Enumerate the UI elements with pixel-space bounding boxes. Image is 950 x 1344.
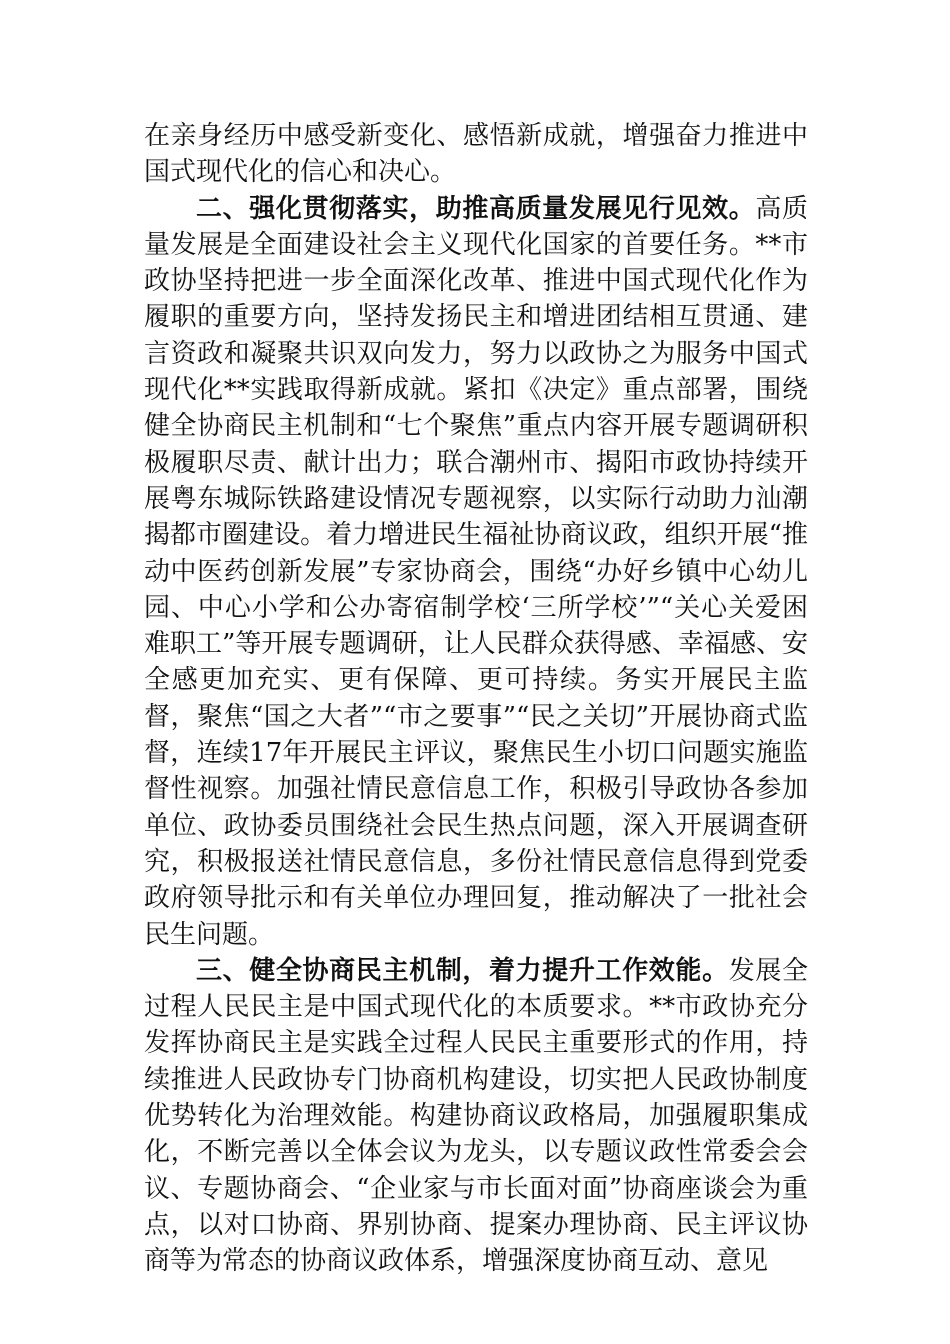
document-body <box>144 118 808 1280</box>
paragraph-text: 在亲身经历中感受新变化、感悟新成就，增强奋力推进中国式现代化的信心和决心。 <box>144 121 808 188</box>
paragraph-text: 高质量发展是全面建设社会主义现代化国家的首要任务。**市政协坚持把进一步全面深化改革、推进中国式现代化作为履职的重要方向，坚持发扬民主和增进团结相互贯通、建言资政和凝聚共识双向发力，努力以政协之为服务中国式现代化**实践取得新成就。紧扣《决定》重点部署，围绕健全协商民主机制和“七个聚焦”重点内容开展专题调研积极履职尽责、献计出力；联合潮州市、揭阳市政协持续开展粤东城际铁路建设情况专题视察，以实际行动助力汕潮揭都市圈建设。着力增进民生福祉协商议政，组织开展“推动中医药创新发展”专家协商会，围绕“办好乡镇中心幼儿园、中心小学和公办寄宿制学校‘三所学校’”“关心关爱困难职工”等开展专题调研，让人民群众获得感、幸福感、安全感更加充实、更有保障、更可持续。务实开展民主监督，聚焦“国之大者”“市之要事”“民之关切”开展协商式监督，连续17年开展民主评议，聚焦民生小切口问题实施监督性视察。加强社情民意信息工作，积极引导政协各参加单位、政协委员围绕社会民生热点问题，深入开展调查研究，积极报送社情民意信息，多份社情民意信息得到党委政府领导批示和有关单位办理回复，推动解决了一批社会民生问题。 <box>144 193 808 950</box>
paragraph-section-2 <box>144 191 808 953</box>
paragraph-text: 发展全过程人民民主是中国式现代化的本质要求。**市政协充分发挥协商民主是实践全过程人民民主重要形式的作用，持续推进人民政协专门协商机构建设，切实把人民政协制度优势转化为治理效能。构建协商议政格局，加强履职集成化，不断完善以全体会议为龙头，以专题议政性常委会会议、专题协商会、“企业家与市长面对面”协商座谈会为重点，以对口协商、界别协商、提案办理协商、民主评议协商等为常态的协商议政体系，增强深度协商互动、意见 <box>144 955 808 1277</box>
paragraph-section-3 <box>144 953 808 1280</box>
section-heading: 三、健全协商民主机制，着力提升工作效能。 <box>196 955 729 986</box>
section-heading: 二、强化贯彻落实，助推高质量发展见行见效。 <box>196 193 756 224</box>
paragraph-continuation <box>144 118 808 191</box>
